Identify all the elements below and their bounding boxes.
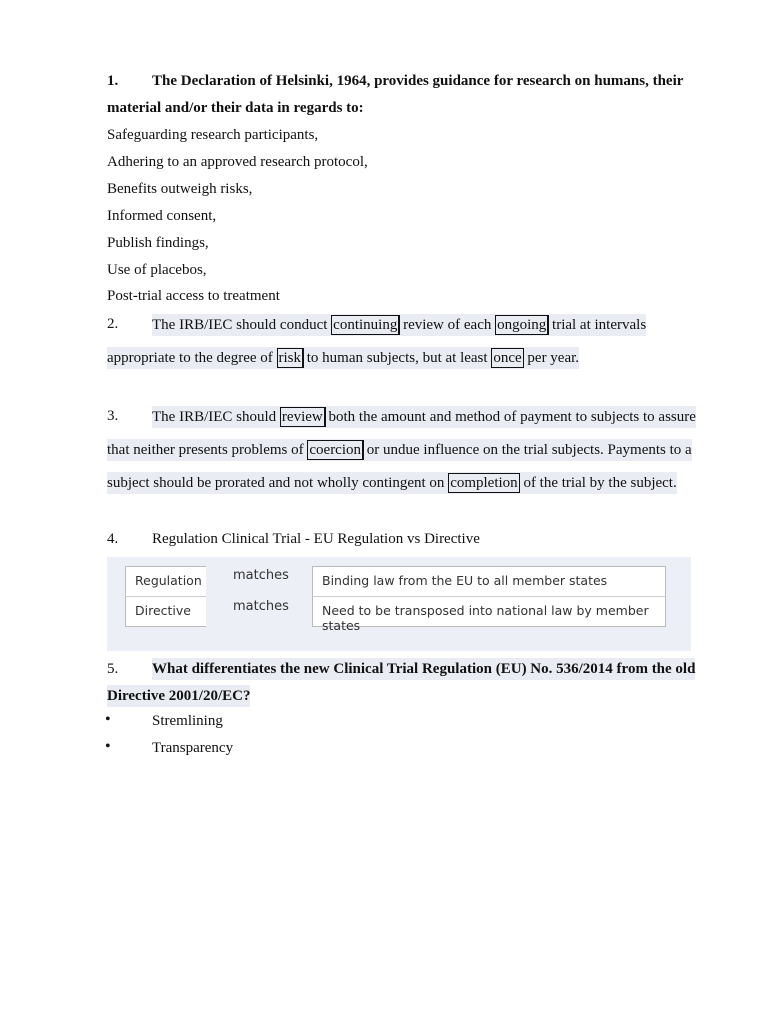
answer-box-completion[interactable]: completion <box>450 475 518 491</box>
question-2-line2 <box>107 347 579 369</box>
term-cell-regulation[interactable] <box>125 566 206 597</box>
text-run: per year. <box>523 350 580 366</box>
answer-box-risk[interactable]: risk <box>278 350 302 366</box>
answer-box-ongoing[interactable]: ongoing <box>497 317 547 333</box>
bullet-icon: • <box>105 711 111 728</box>
question-4-title: Regulation Clinical Trial - EU Regulation vs Directive <box>152 531 480 547</box>
term-cell-directive[interactable] <box>125 597 206 627</box>
list-item: Adhering to an approved research protocol, <box>107 154 368 170</box>
question-5-text-line2: Directive 2001/20/EC? <box>107 685 250 707</box>
text-run: subject should be prorated and not wholly contingent on <box>107 475 449 491</box>
question-2-line1 <box>152 314 646 336</box>
question-number: 2. <box>107 316 119 332</box>
matches-label: matches <box>233 599 289 614</box>
matching-table-panel <box>107 557 691 651</box>
text-run: review of each <box>399 317 496 333</box>
matches-label: matches <box>233 568 289 583</box>
answer-box-continuing[interactable]: continuing <box>333 317 398 333</box>
bullet-icon: • <box>105 738 111 755</box>
term-label: Directive <box>135 603 191 618</box>
question-3-line2 <box>107 439 692 461</box>
question-number: 3. <box>107 408 119 424</box>
bullet-item: Transparency <box>152 740 234 756</box>
question-number: 5. <box>107 661 119 677</box>
definition-cell-binding-law[interactable] <box>312 566 666 597</box>
answer-box-once[interactable]: once <box>493 350 522 366</box>
list-item: Informed consent, <box>107 208 217 224</box>
text-run: The IRB/IEC should conduct <box>152 317 332 333</box>
text-run: that neither presents problems of <box>107 442 308 458</box>
list-item: Use of placebos, <box>107 262 207 278</box>
bullet-item: Stremlining <box>152 713 223 729</box>
text-run: both the amount and method of payment to subjects to assure <box>324 409 696 425</box>
list-item: Benefits outweigh risks, <box>107 181 253 197</box>
question-1-text-line1: The Declaration of Helsinki, 1964, provides guidance for research on humans, their <box>152 73 684 89</box>
question-3-line1 <box>152 406 696 428</box>
text-run: appropriate to the degree of <box>107 350 277 366</box>
definition-label: Binding law from the EU to all member states <box>322 573 608 588</box>
list-item: Post-trial access to treatment <box>107 288 280 304</box>
definition-cell-transposed[interactable] <box>312 597 666 633</box>
text-run: or undue influence on the trial subjects. Payments to a <box>363 442 692 458</box>
list-item: Safeguarding research participants, <box>107 127 319 143</box>
list-item: Publish findings, <box>107 235 209 251</box>
text-run: The IRB/IEC should <box>152 409 280 425</box>
question-number: 1. <box>107 73 119 89</box>
question-5-text-line1: What differentiates the new Clinical Trial Regulation (EU) No. 536/2014 from the old <box>152 658 695 680</box>
question-1-text-line2: material and/or their data in regards to: <box>107 100 364 116</box>
answer-box-review[interactable]: review <box>281 409 323 425</box>
answer-box-coercion[interactable]: coercion <box>309 442 362 458</box>
definition-label: Need to be transposed into national law by member states <box>322 603 649 633</box>
text-run: to human subjects, but at least <box>303 350 492 366</box>
question-number: 4. <box>107 531 119 547</box>
text-run: of the trial by the subject. <box>519 475 677 491</box>
text-run: trial at intervals <box>548 317 647 333</box>
term-label: Regulation <box>135 573 202 588</box>
question-3-line3 <box>107 472 677 494</box>
